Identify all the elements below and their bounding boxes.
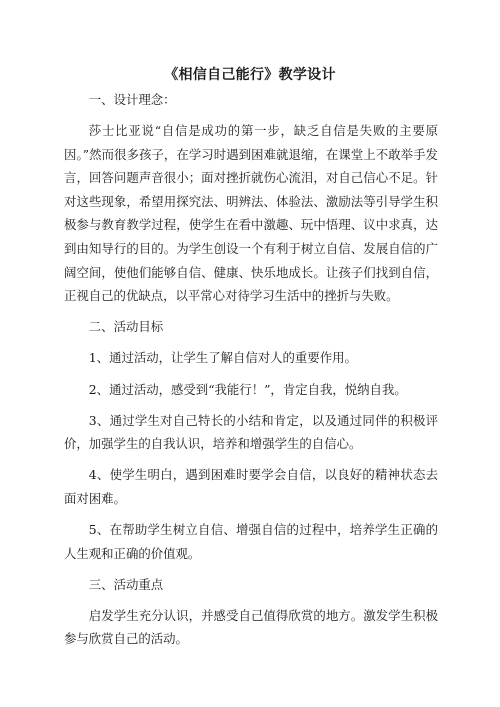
goal-item-2: 2、通过活动，感受到“我能行！”，肯定自我，悦纳自我。 (88, 381, 407, 397)
document-title: 《相信自己能行》教学设计 (164, 67, 336, 83)
goal-item-1: 1、通过活动，让学生了解自信对人的重要作用。 (88, 350, 357, 366)
document-body (64, 88, 438, 658)
paragraph-design-concept: 莎士比亚说“自信是成功的第一步，缺乏自信是失败的主要原因。”然而很多孩子，在学习时遇到困难就退缩，在课堂上不敢举手发言，回答问题声音很小；面对挫折就伤心流泪，对自己信心不足。针对这些现象，希望用探究法、明辨法、体验法、激励法等引导学生积极参与教育教学过程，使学生在看中激趣、玩中悟理、议中求真，达到由知导行的目的。为学生创设一个有利于树立自信、发展自信的广阔空间，使他们能够自信、健康、快乐地成长。让孩子们找到自信，正视自己的优缺点，以平常心对待学习生活中的挫折与失败。 (64, 123, 438, 304)
section-heading-design-concept: 一、设计理念： (88, 92, 176, 107)
goal-item-3: 3、通过学生对自己特长的小结和肯定，以及通过同伴的积极评价，加强学生的自我认识，培养和增强学生的自信心。 (64, 412, 438, 452)
paragraph-activity-focus: 启发学生充分认识，并感受自己值得欣赏的地方。激发学生积极参与欣赏自己的活动。 (64, 607, 438, 647)
section-heading-activity-focus: 三、活动重点 (88, 576, 164, 592)
goal-item-4: 4、使学生明白，遇到困难时要学会自信，以良好的精神状态去面对困难。 (64, 467, 438, 506)
section-heading-activity-goals: 二、活动目标 (88, 319, 164, 335)
goal-item-5: 5、在帮助学生树立自信、增强自信的过程中，培养学生正确的人生观和正确的价值观。 (64, 522, 438, 561)
